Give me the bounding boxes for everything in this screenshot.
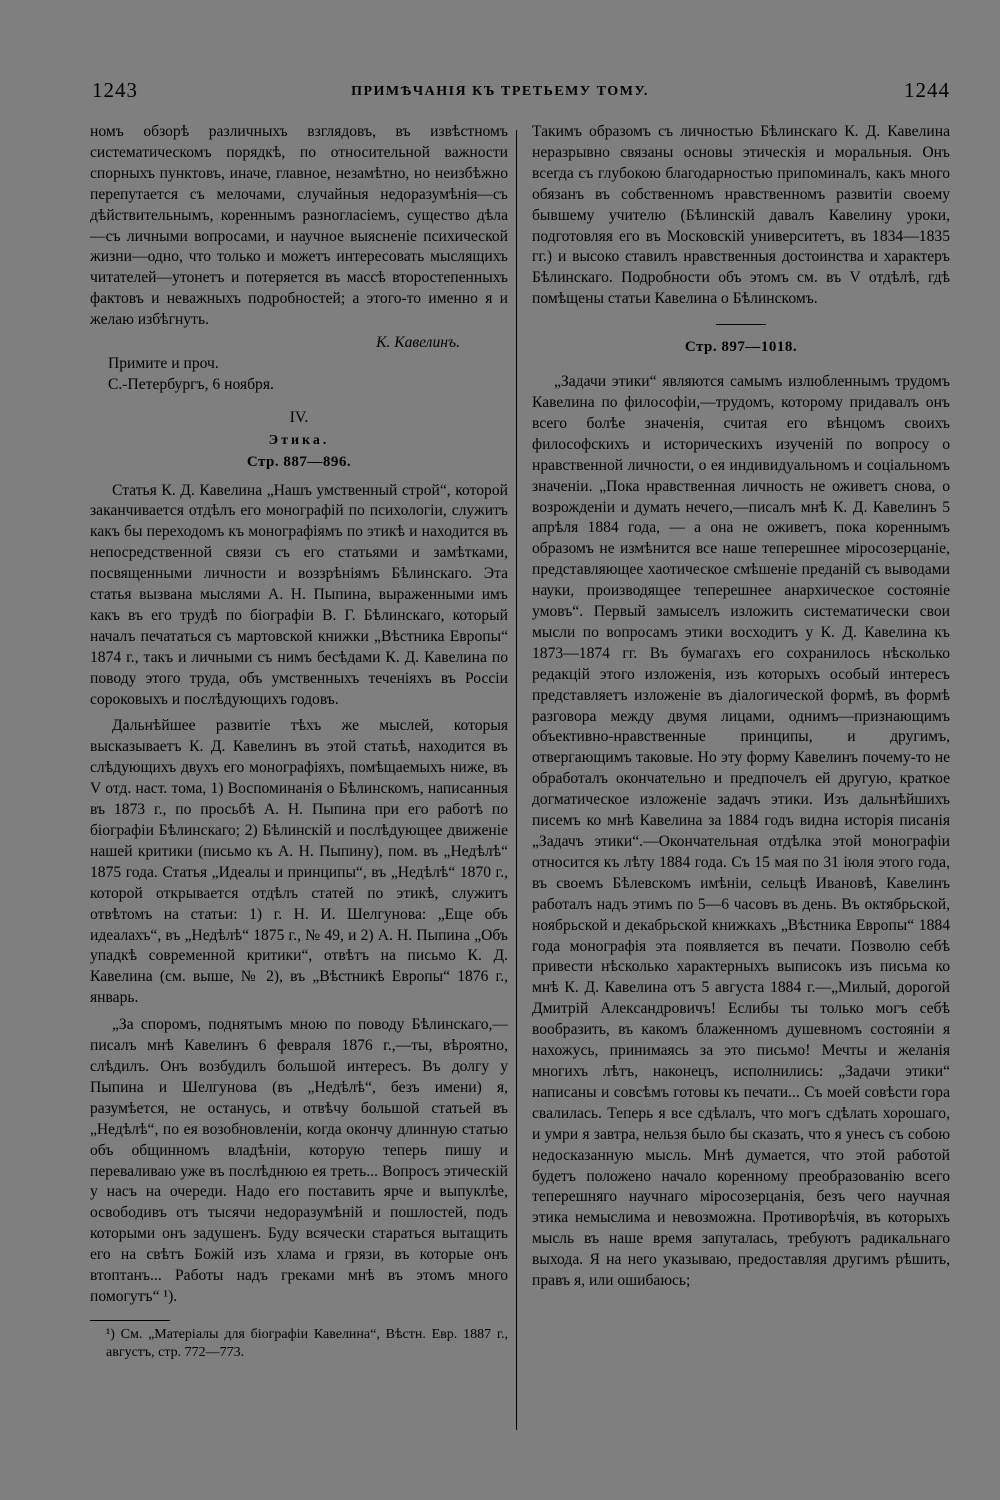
closing-line: С.-Петербургъ, 6 ноября. — [108, 375, 274, 393]
right-column — [532, 122, 950, 1292]
paragraph: Дальнѣйшее развитіе тѣхъ же мыслей, которыя высказываетъ К. Д. Кавелинъ въ этой статьѣ, находится въ слѣдующихъ двухъ его монографіяхъ, помѣщаемыхъ ниже, въ V отд. наст. тома, 1) Воспоминанія о Бѣлинскомъ, написанныя въ 1873 г., по просьбѣ А. Н. Пыпина при его работѣ по біографіи Бѣлинскаго; 2) Бѣлинскій и послѣдующее движеніе нашей критики (письмо къ А. Н. Пыпину), пом. въ „Недѣлѣ“ 1875 года. Статья „Идеалы и принципы“, въ „Недѣлѣ“ 1870 г., которой открывается отдѣлъ статей по этикѣ, служитъ отвѣтомъ на статьи: 1) г. Н. И. Шелгунова: „Еще объ идеалахъ“, въ „Недѣлѣ“ 1875 г., № 49, и 2) А. Н. Пыпина „Объ упадкѣ современной критики“, отвѣтъ на письмо К. Д. Кавелина (см. выше, № 2), въ „Вѣстникѣ Европы“ 1876 г., январь. — [90, 717, 508, 1007]
footnote-rule — [90, 1320, 170, 1321]
page-number-left: 1243 — [92, 78, 138, 102]
page-number-right: 1244 — [904, 78, 950, 102]
paragraph: „Задачи этики“ являются самымъ излюбленнымъ трудомъ Кавелина по философіи,—трудомъ, которому придавалъ онъ всего болѣе значенія, считая его вѣнцомъ своихъ философскихъ и историческихъ изученій по вопросу о нравственной личности, о ея индивидуальномъ и соціальномъ значеніи. „Пока нравственная личность не оживетъ снова, о возрожденіи и думать нечего,—писалъ мнѣ К. Д. Кавелинъ 5 апрѣля 1884 года, — а она не оживетъ, пока кореннымъ образомъ не измѣнится все наше теперешнее міросозерцаніе, представляющее хаотическое смѣшеніе преданій съ выводами науки, производящее теперешнее анархическое состояніе умовъ“. Первый замыселъ изложить систематически свои мысли по вопросамъ этики восходитъ у К. Д. Кавелина къ 1873—1874 гг. Въ бумагахъ его сохранилось нѣсколько редакцій этого изложенія, изъ которыхъ особый интересъ представляетъ изложеніе въ діалогической формѣ, въ формѣ разговора между двумя лицами, однимъ—признающимъ объективно-нравственные принципы, и другимъ, отвергающимъ таковые. Но эту форму Кавелинъ почему-то не обработалъ окончательно и предпочелъ ей другую, краткое догматическое изложеніе задачъ этики. Изъ дальнѣйшихъ писемъ ко мнѣ Кавелина за 1884 годъ видна исторія писанія „Задачъ этики“.—Окончательная отдѣлка этой монографіи относится къ лѣту 1884 года. Съ 15 мая по 31 іюля этого года, въ своемъ Бѣлевскомъ имѣніи, сельцѣ Ивановѣ, Кавелинъ работалъ надъ этимъ по 5—6 часовъ въ день. Въ октябрьской, ноябрьской и декабрьской книжкахъ „Вѣстника Европы“ 1884 года монографія эта появляется въ печати. Позволю себѣ привести нѣсколько характерныхъ выписокъ изъ письма ко мнѣ К. Д. Кавелина отъ 5 августа 1884 г.—„Милый, дорогой Дмитрій Александровичъ! Еслибы ты только могъ себѣ вообразить, въ какомъ блаженномъ душевномъ состояніи я нахожусь, принимаясь за это письмо! Мечты и желанія многихъ лѣтъ, наконецъ, исполнились: „Задачи этики“ написаны и совсѣмъ готовы къ печати... Съ моей совѣсти гора свалилась. Теперь я все сдѣлалъ, что могъ сдѣлать хорошаго, и умри я завтра, нельзя было бы сказать, что я унесъ съ собою недосказанную мысль. Мнѣ думается, что этой работой будетъ положено начало коренному преобразованію всего теперешняго научнаго міросозерцанія, безъ чего научная этика немыслима и невозможна. Противорѣчія, въ которыхъ мысль въ наше время запуталась, требуютъ радикальнаго выхода. Я на него указываю, предоставляя другимъ рѣшить, правъ я, или ошибаюсь; — [532, 373, 950, 1290]
column-divider — [516, 130, 517, 1430]
closing-line: Примите и проч. — [108, 354, 219, 372]
section-title: Этика. — [268, 432, 330, 448]
signature: К. Кавелинъ. — [376, 334, 460, 352]
section-number: IV. — [289, 408, 309, 426]
separator-rule — [716, 324, 766, 325]
section-pages: Стр. 887—896. — [246, 453, 352, 470]
paragraph: Такимъ образомъ съ личностью Бѣлинскаго К. Д. Кавелина неразрывно связаны основы этическія и моральныя. Онъ всегда съ глубокою благодарностью припоминалъ, какъ много обязанъ въ собственномъ нравственномъ развитіи своему бывшему учителю (Бѣлинскій давалъ Кавелину уроки, подготовляя его въ Московскій университетъ, въ 1834—1835 гг.) и высоко ставилъ нравственныя достоинства и характеръ Бѣлинскаго. Подробности объ этомъ см. въ V отдѣлѣ, гдѣ помѣщены статьи Кавелина о Бѣлинскомъ. — [532, 123, 950, 308]
section-pages: Стр. 897—1018. — [684, 339, 798, 356]
paragraph: „За споромъ, поднятымъ мною по поводу Бѣлинскаго,—писалъ мнѣ Кавелинъ 6 февраля 1876 г.,—ты, вѣроятно, слѣдилъ. Онъ возбудилъ большой интересъ. Въ долгу у Пыпина и Шелгунова (въ „Недѣлѣ“, безъ имени) я, разумѣется, не останусь, и отвѣчу большой статьей въ „Недѣлѣ“, по ея возобновленіи, когда окончу длинную статью объ общинномъ владѣніи, которую теперь пишу и переваливаю уже въ послѣднюю ея треть... Вопросъ этическій у насъ на очереди. Надо его поставить ярче и выпуклѣе, освободивъ отъ тысячи недоразумѣній и пошлостей, подъ которыми онъ задушенъ. Буду всячески стараться вытащить его на свѣтъ Божій изъ хлама и грязи, въ которые онъ втоптанъ... Работы надъ греками мнѣ въ этомъ много помогутъ“ ¹). — [90, 1016, 508, 1305]
footnote: ¹) См. „Матеріалы для біографіи Кавелина“, Вѣстн. Евр. 1887 г., августъ, стр. 772—773. — [106, 1326, 508, 1360]
running-title: ПРИМѢЧАНІЯ КЪ ТРЕТЬЕМУ ТОМУ. — [351, 84, 649, 99]
paragraph: номъ обзорѣ различныхъ взглядовъ, въ извѣстномъ систематическомъ порядкѣ, по относительной важности спорныхъ пунктовъ, иначе, главное, незамѣтно, но неизбѣжно перепутается съ мелочами, случайныя недоразумѣнія—съ дѣйствительнымъ, кореннымъ разногласіемъ, существо дѣла—съ личными вопросами, и научное выясненіе психической жизни—одно, что только и можетъ интересовать мыслящихъ читателей—утонетъ и потеряется въ массѣ второстепенныхъ фактовъ и неважныхъ подробностей; а этого-то именно я и желаю избѣгнуть. — [90, 123, 508, 329]
left-column — [90, 122, 508, 1362]
paragraph: Статья К. Д. Кавелина „Нашъ умственный строй“, которой заканчивается отдѣлъ его монографій по психологіи, служитъ какъ бы переходомъ къ монографіямъ по этикѣ и находится въ непосредственной связи съ его статьями и замѣтками, посвященными личности и воззрѣніямъ Бѣлинскаго. Эта статья вызвана мыслями А. Н. Пыпина, выраженными имъ какъ въ его трудѣ по біографіи В. Г. Бѣлинскаго, который началъ печататься съ мартовской книжки „Вѣстника Европы“ 1874 г., такъ и личными съ нимъ бесѣдами К. Д. Кавелина по поводу этого труда, объ умственныхъ теченіяхъ въ Россіи сороковыхъ и послѣдующихъ годовъ. — [90, 481, 508, 708]
